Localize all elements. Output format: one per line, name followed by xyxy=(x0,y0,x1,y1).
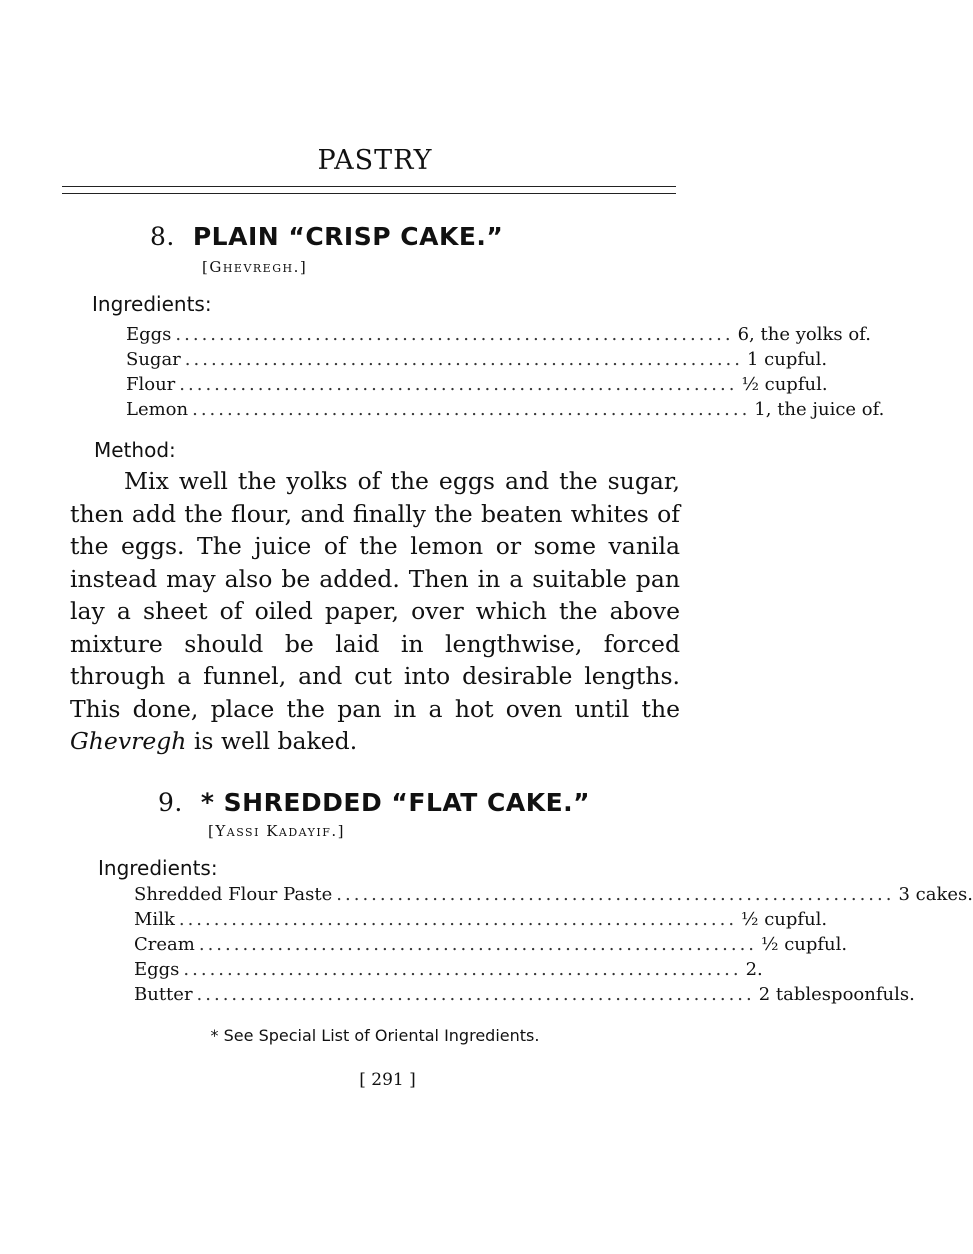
method-text-after: is well baked. xyxy=(186,727,358,755)
method-text-before: Mix well the yolks of the eggs and the sugar, then add the flour, and finally the beaten whites of the eggs. The juice of the lemon or some vanila instead may also be added. Then in a suitable pan lay a sheet of oiled paper, over which the above mixture should be laid in lengthwise, forced through a funnel, and cut into desirable lengths. This done, place the pan in a hot oven until the xyxy=(70,467,680,723)
ingredient-amount: ½ cupful. xyxy=(741,374,828,395)
recipe-8-number: 8. xyxy=(150,222,175,251)
ingredient-amount: ½ cupful. xyxy=(761,934,848,955)
leader-dots: ................................................................ xyxy=(183,959,742,980)
recipe-8-method-label: Method: xyxy=(94,438,176,462)
recipe-9-title xyxy=(158,788,590,817)
ingredient-name: Milk xyxy=(134,909,175,930)
ingredient-amount: ½ cupful. xyxy=(741,909,828,930)
header-rule-top xyxy=(62,186,676,187)
method-paragraph xyxy=(70,465,680,758)
ingredient-row xyxy=(134,884,973,909)
recipe-9-title-text: * SHREDDED “FLAT CAKE.” xyxy=(200,788,591,817)
page-number: [ 291 ] xyxy=(359,1070,416,1090)
recipe-9-ingredient-list xyxy=(134,884,973,1009)
ingredient-row xyxy=(126,324,871,349)
running-head: PASTRY xyxy=(317,145,433,176)
recipe-8-title-text: PLAIN “CRISP CAKE.” xyxy=(192,222,504,251)
ingredient-row xyxy=(134,959,763,984)
leader-dots: ................................................................ xyxy=(198,934,758,955)
recipe-9-number: 9. xyxy=(158,788,183,817)
ingredient-row xyxy=(126,374,828,399)
header-rule-bottom xyxy=(62,193,676,194)
leader-dots: ................................................................ xyxy=(196,984,755,1005)
ingredient-name: Sugar xyxy=(126,349,181,370)
ingredient-amount: 2 tablespoonfuls. xyxy=(758,984,915,1005)
ingredient-name: Shredded Flour Paste xyxy=(134,884,333,905)
ingredient-amount: 3 cakes. xyxy=(898,884,973,905)
ingredient-name: Eggs xyxy=(126,324,172,345)
ingredient-row xyxy=(134,909,828,934)
footnote: * See Special List of Oriental Ingredients. xyxy=(210,1026,540,1045)
ingredient-row xyxy=(126,349,828,374)
ingredient-row xyxy=(134,934,848,959)
ingredient-name: Cream xyxy=(134,934,195,955)
recipe-8-ingredients-label: Ingredients: xyxy=(92,292,212,316)
ingredient-amount: 2. xyxy=(745,959,763,980)
ingredient-amount: 1, the juice of. xyxy=(754,399,885,420)
ingredient-name: Butter xyxy=(134,984,193,1005)
recipe-9-ingredients-label: Ingredients: xyxy=(98,856,218,880)
recipe-9-subtitle: [Yassi Kadayif.] xyxy=(208,822,346,840)
ingredient-name: Flour xyxy=(126,374,176,395)
leader-dots: ................................................................ xyxy=(175,324,734,345)
recipe-8-subtitle: [Ghevregh.] xyxy=(202,258,308,276)
ingredient-name: Lemon xyxy=(126,399,189,420)
method-italic-term: Ghevregh xyxy=(70,727,187,755)
ingredient-row xyxy=(126,399,885,424)
leader-dots: ................................................................ xyxy=(192,399,751,420)
recipe-8-ingredient-list xyxy=(126,324,885,424)
ingredient-amount: 1 cupful. xyxy=(746,349,828,370)
recipe-8-method xyxy=(70,465,680,758)
recipe-8-title xyxy=(150,222,503,251)
leader-dots: ................................................................ xyxy=(178,909,738,930)
ingredient-amount: 6, the yolks of. xyxy=(737,324,871,345)
leader-dots: ................................................................ xyxy=(179,374,738,395)
ingredient-row xyxy=(134,984,915,1009)
ingredient-name: Eggs xyxy=(134,959,180,980)
leader-dots: ................................................................ xyxy=(336,884,895,905)
leader-dots: ................................................................ xyxy=(184,349,743,370)
